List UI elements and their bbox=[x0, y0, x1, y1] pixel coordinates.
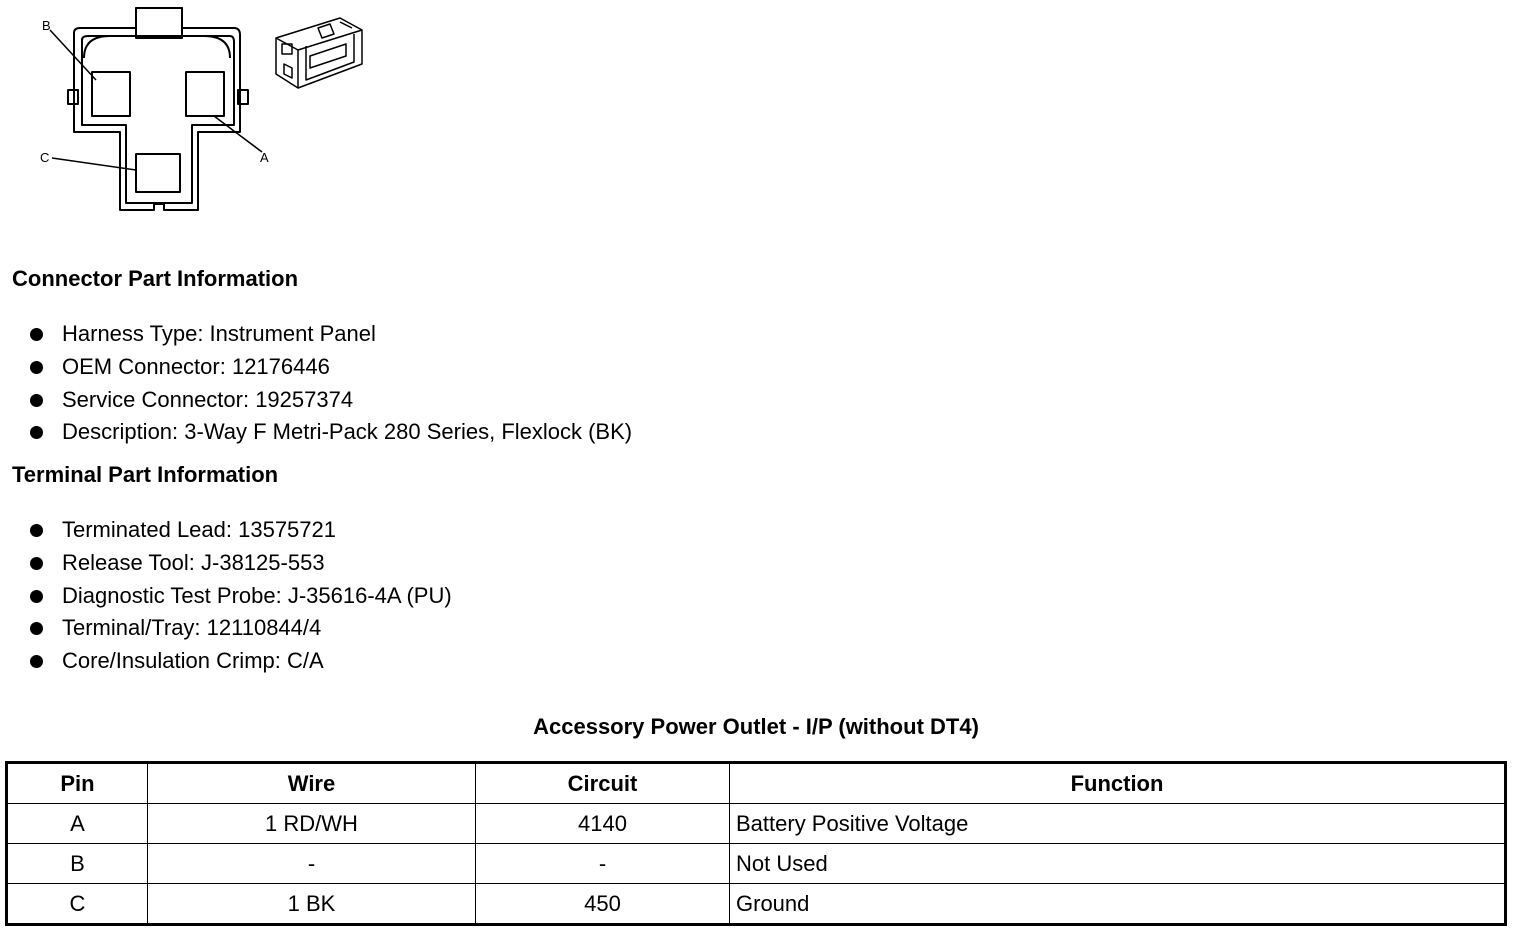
list-item: Release Tool: J-38125-553 bbox=[28, 547, 452, 580]
bullet-icon bbox=[30, 328, 43, 341]
cell-wire: - bbox=[148, 844, 476, 884]
table-title: Accessory Power Outlet - I/P (without DT4) bbox=[533, 714, 979, 739]
bullet-icon bbox=[30, 590, 43, 603]
list-item: Terminal/Tray: 12110844/4 bbox=[28, 612, 452, 645]
cell-function: Not Used bbox=[730, 844, 1506, 884]
table-row bbox=[7, 844, 1506, 884]
list-item: Description: 3-Way F Metri-Pack 280 Series, Flexlock (BK) bbox=[28, 416, 632, 449]
pin-label-a: A bbox=[260, 150, 269, 165]
cell-circuit: - bbox=[476, 844, 730, 884]
list-item: Terminated Lead: 13575721 bbox=[28, 514, 452, 547]
table-header-row bbox=[7, 763, 1506, 804]
connector-thumbnail-icon bbox=[276, 18, 362, 88]
list-item: Service Connector: 19257374 bbox=[28, 384, 632, 417]
cell-circuit: 4140 bbox=[476, 804, 730, 844]
cell-wire: 1 RD/WH bbox=[148, 804, 476, 844]
table-row bbox=[7, 884, 1506, 925]
header-function: Function bbox=[730, 763, 1506, 804]
cell-pin: A bbox=[7, 804, 148, 844]
list-item: Core/Insulation Crimp: C/A bbox=[28, 645, 452, 678]
header-pin: Pin bbox=[7, 763, 148, 804]
cell-circuit: 450 bbox=[476, 884, 730, 925]
pin-label-c: C bbox=[40, 150, 50, 165]
cavity-b bbox=[92, 72, 130, 116]
terminal-part-info-list bbox=[28, 514, 452, 678]
cell-wire: 1 BK bbox=[148, 884, 476, 925]
connector-part-info-title: Connector Part Information bbox=[12, 266, 299, 291]
terminal-part-info-title: Terminal Part Information bbox=[12, 462, 279, 487]
connector-housing-inner bbox=[82, 36, 234, 203]
cell-function: Battery Positive Voltage bbox=[730, 804, 1506, 844]
connector-part-info-list bbox=[28, 318, 632, 449]
connector-latch bbox=[136, 8, 182, 38]
cavity-c bbox=[136, 154, 180, 192]
list-item: OEM Connector: 12176446 bbox=[28, 351, 632, 384]
bullet-icon bbox=[30, 557, 43, 570]
bullet-icon bbox=[30, 622, 43, 635]
cell-function: Ground bbox=[730, 884, 1506, 925]
bullet-icon bbox=[30, 426, 43, 439]
bullet-icon bbox=[30, 361, 43, 374]
cavity-a bbox=[186, 72, 224, 116]
list-item: Harness Type: Instrument Panel bbox=[28, 318, 632, 351]
pin-table bbox=[5, 761, 1507, 926]
cell-pin: C bbox=[7, 884, 148, 925]
bullet-icon bbox=[30, 524, 43, 537]
table-row bbox=[7, 804, 1506, 844]
bullet-icon bbox=[30, 655, 43, 668]
pin-label-b: B bbox=[42, 18, 51, 33]
connector-diagram bbox=[0, 0, 380, 220]
header-circuit: Circuit bbox=[476, 763, 730, 804]
list-item: Diagnostic Test Probe: J-35616-4A (PU) bbox=[28, 580, 452, 613]
bullet-icon bbox=[30, 394, 43, 407]
header-wire: Wire bbox=[148, 763, 476, 804]
cell-pin: B bbox=[7, 844, 148, 884]
